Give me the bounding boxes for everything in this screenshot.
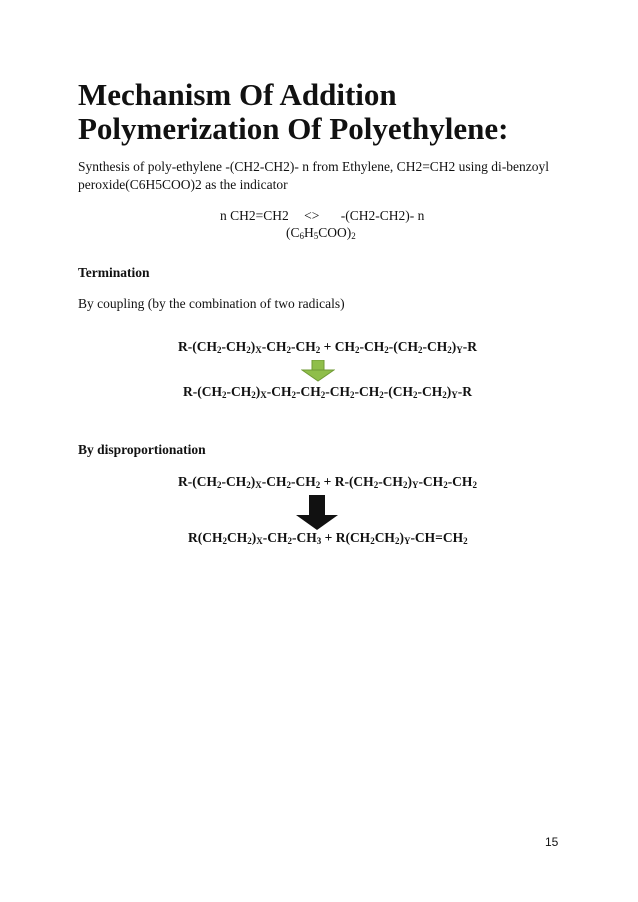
coupling-reactants: $R-(CH_2-CH_2)_X-CH_2-CH_2 + CH_2-CH_2-(CH_2-CH_2)_Y-R$ — [178, 339, 477, 355]
disproportionation-products: $R(CH_2CH_2)_X-CH_2-CH_3 + R(CH_2CH_2)_Y-CH=CH_2$ — [188, 530, 468, 546]
intro-line-1: Synthesis of poly-ethylene -(CH2-CH2)- n from Ethylene, CH2=CH2 using di-benzoyl — [78, 159, 550, 174]
green-down-arrow-icon — [301, 360, 335, 382]
black-down-arrow-icon — [295, 495, 339, 531]
intro-line-2: peroxide(C6H5COO)2 as the indicator — [78, 177, 288, 192]
reaction-catalyst: $(C_6H_5COO)_2$ — [286, 225, 356, 241]
coupling-product: $R-(CH_2-CH_2)_X-CH_2-CH_2-CH_2-CH_2-(CH_2-CH_2)_Y-R$ — [183, 384, 472, 400]
intro-paragraph — [78, 158, 578, 194]
page-number: 15 — [545, 835, 559, 849]
disproportionation-heading: By disproportionation — [78, 442, 206, 457]
reaction-left: n CH2=CH2 — [220, 208, 289, 223]
reaction-arrow: <> — [304, 208, 320, 223]
reaction-right: -(CH2-CH2)- n — [340, 208, 425, 223]
coupling-description: By coupling (by the combination of two radicals) — [78, 296, 345, 311]
title-line-1: Mechanism Of Addition — [78, 77, 397, 112]
disproportionation-reactants: $R-(CH_2-CH_2)_X-CH_2-CH_2 + R-(CH_2-CH_2)_Y-CH_2-CH_2$ — [178, 474, 477, 490]
reaction-equation — [220, 207, 424, 225]
termination-heading: Termination — [78, 265, 150, 280]
page-title — [78, 78, 598, 146]
title-line-2: Polymerization Of Polyethylene: — [78, 111, 509, 146]
